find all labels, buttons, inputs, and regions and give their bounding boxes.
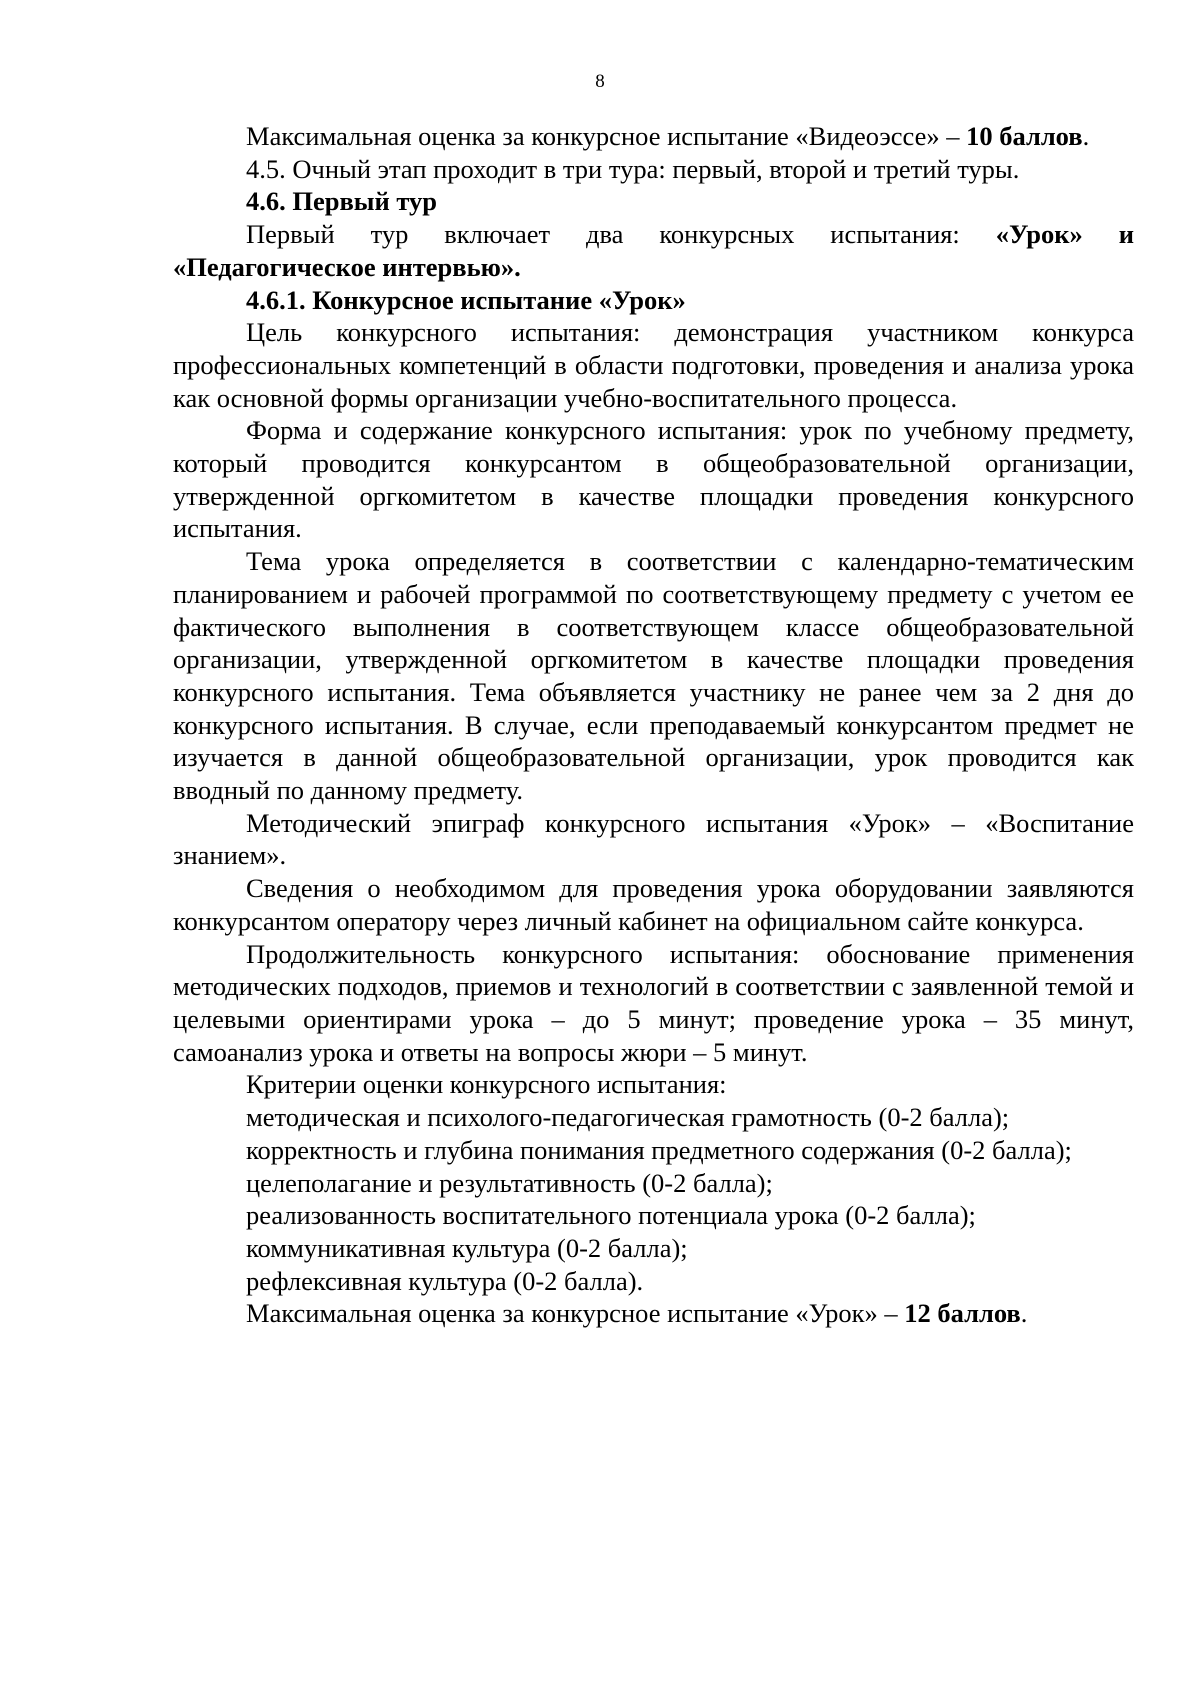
criterion-item: коммуникативная культура (0-2 балла); [246,1232,688,1263]
paragraph-lesson-max-score [173,1297,1134,1330]
period: . [1020,1298,1028,1329]
heading-4-6-1: 4.6.1. Конкурсное испытание «Урок» [246,284,686,315]
paragraph-duration: Продолжительность конкурсного испытания: обоснование применения методических подходов, приемов и технологий в соответствии с заявленной темой и целевыми ориентирами урока – до 5 минут; проведение урока – 35 минут, самоанализ урока и ответы на вопросы жюри – 5 минут. [173,938,1134,1067]
paragraph-epigraph: Методический эпиграф конкурсного испытания «Урок» – «Воспитание знанием». [173,807,1134,871]
paragraph-criteria-intro: Критерии оценки конкурсного испытания: [246,1069,727,1100]
paragraph-4-5: 4.5. Очный этап проходит в три тура: первый, второй и третий туры. [246,153,1020,184]
criterion-item: реализованность воспитательного потенциала урока (0-2 балла); [246,1200,976,1231]
paragraph-equipment: Сведения о необходимом для проведения урока оборудовании заявляются конкурсантом оператору через личный кабинет на официальном сайте конкурса. [173,873,1134,936]
paragraph-lesson-topic: Тема урока определяется в соответствии с календарно-тематическим планированием и рабочей программой по соответствующему предмету с учетом ее фактического выполнения в соответствующем классе общеобразовательной организации, утвержденной оргкомитетом в качестве площадки проведения конкурсного испытания. Тема объявляется участнику не ранее чем за 2 дня до конкурсного испытания. В случае, если преподаваемый конкурсантом предмет не изучается в данной общеобразовательной организации, урок проводится как вводный по данному предмету. [173,546,1134,806]
paragraph-goal: Цель конкурсного испытания: демонстрация участником конкурса профессиональных компетенций в области подготовки, проведения и анализа урока как основной формы организации учебно-воспитательного процесса. [173,317,1134,413]
competition-names-bold: «Урок» и «Педагогическое интервью». [173,219,1135,282]
page-number: 8 [595,71,605,92]
paragraph-text: Первый тур включает два конкурсных испытания: [246,219,960,250]
criterion-item: корректность и глубина понимания предметного содержания (0-2 балла); [246,1134,1072,1165]
document-body [173,120,1134,1330]
paragraph-videoessay-max-score [173,120,1134,153]
paragraph-text: Максимальная оценка за конкурсное испытание «Видеоэссе» – [246,121,960,151]
score-bold: 12 баллов [904,1298,1021,1329]
criterion-item: целеполагание и результативность (0-2 балла); [246,1167,773,1198]
heading-4-6: 4.6. Первый тур [246,186,438,217]
score-bold: 10 баллов [966,121,1083,151]
period: . [1082,121,1090,151]
paragraph-first-round [173,218,1134,283]
paragraph-form-content: Форма и содержание конкурсного испытания: урок по учебному предмету, который проводится конкурсантом в общеобразовательной организации, утвержденной оргкомитетом в качестве площадки проведения конкурсного испытания. [173,415,1134,544]
criterion-item: методическая и психолого-педагогическая грамотность (0-2 балла); [246,1102,1010,1133]
paragraph-text: Максимальная оценка за конкурсное испытание «Урок» – [246,1298,898,1329]
criterion-item: рефлексивная культура (0-2 балла). [246,1265,644,1296]
